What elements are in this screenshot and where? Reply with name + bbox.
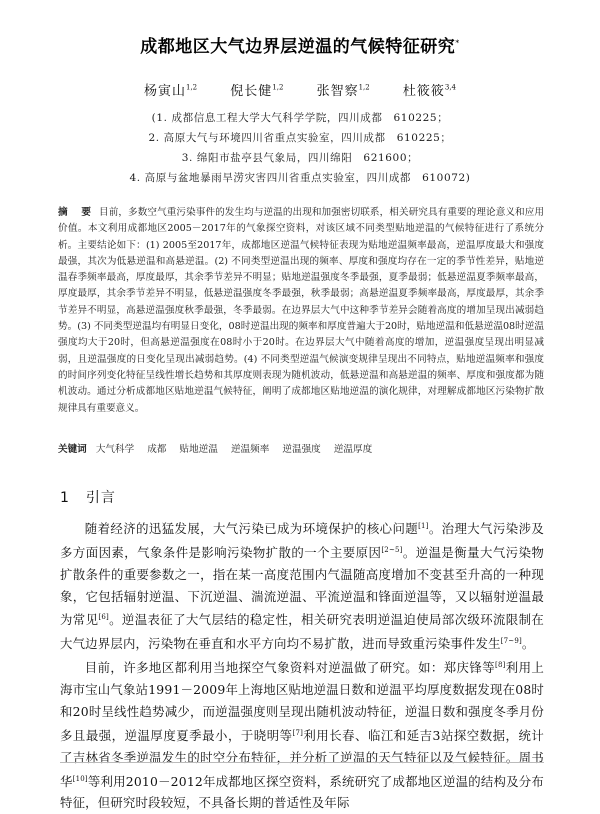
keyword: 贴地逆温 [179,444,218,455]
abstract [58,205,544,417]
affiliation-line: (1. 成都信息工程大学大气科学学院，四川成都 610225； [151,112,449,124]
keyword: 逆温厚度 [333,444,373,455]
citation: [10] [72,774,88,783]
citation: [8] [495,661,506,670]
keyword: 大气科学 [95,444,135,455]
body-text [60,516,544,814]
affiliation-line: 4. 高原与盆地暴雨旱涝灾害四川省重点实验室，四川成都 610072) [129,172,471,184]
paper-title [0,32,600,57]
affiliation-line: 2. 高原大气与环境四川省重点实验室，四川成都 610225； [148,132,452,144]
keywords [58,441,544,455]
citation: [1] [418,522,429,530]
author: 杨寅山$^{1,2}$ [143,83,198,99]
section-title: 引言 [85,490,116,506]
author: 倪长健$^{1,2}$ [230,83,284,99]
author-list [0,80,600,99]
section-heading [60,487,116,507]
paragraph: 目前，许多地区都利用当地探空气象资料对逆温做了研究。如：郑庆锋等[8]利用上海市宝山气象站1991－2009年上海地区贴地逆温日数和逆温平均厚度数据发现在08时和20时呈线性趋势减少，而逆温强度则呈现出随机波动特征，逆温日数和强度冬季月份多且最强，逆温厚度夏季最小，于晓明等[7]利用长春、临江和延吉3站探空数据，统计了吉林省冬季逆温发生的时空分布特征，并分析了逆温的天气特征以及气候特征。周书华[10]等利用2010－2012年成都地区探空资料，系统研究了成都地区逆温的结构及分布特征，但研究时段较短，不具备长期的普适性及年际 [60,660,544,811]
keyword: 成都 [147,444,167,455]
abstract-text: 目前，多数空气重污染事件的发生均与逆温的出现和加强密切联系，相关研究具有重要的理论意义和应用价值。本文利用成都地区2005－2017年的气象探空资料，对该区域不同类型贴地逆温的气候特征进行了系统分析。主要结论如下：(1) 2005至2017年，成都地区逆温气候特征表现为贴地逆温频率最高，逆温厚度最大和强度最强，其次为低悬逆温和高悬逆温。(2) 不同类型逆温出现的频率、厚度和强度均存在一定的季节性差异，贴地逆温春季频率最高，厚度最厚，其余季节差异不明显；贴地逆温强度冬季最强，夏季最弱；低悬逆温夏季频率最高，厚度最厚，其余季节差异不明显，低悬逆温强度冬季最强，秋季最弱；高悬逆温夏季频率最高，厚度最厚，其余季节差异不明显，高悬逆温强度秋季最强，冬季最弱。在边界层大气中这种季节差异会随着高度的增加呈现出减弱趋势。(3) 不同类型逆温均有明显日变化，08时逆温出现的频率和厚度普遍大于20时，贴地逆温和低悬逆温08时逆温强度均大于20时，但高悬逆温强度在08时小于20时。在边界层大气中随着高度的增加，逆温强度呈现出明显减弱，且逆温强度的日变化呈现出减弱趋势。(4) 不同类型逆温气候演变规律呈现出不同特点，贴地逆温频率和强度的时间序列变化特征呈线性增长趋势和其厚度则表现为随机波动，低悬逆温和高悬逆温的频率、厚度和强度都为随机波动。通过分析成都地区贴地逆温气候特征，阐明了成都地区贴地逆温的演化规律，对理解成都地区污染物扩散规律具有重要意义。 [58,207,545,414]
title-footnote-mark: * [455,38,460,48]
citation: [2~5] [381,545,403,554]
section-number: 1 [60,490,70,506]
keyword: 逆温频率 [230,444,270,455]
footer-divider [60,762,544,763]
citation: [7] [292,728,304,737]
keyword: 逆温强度 [282,444,321,455]
author: 张智察$^{1,2}$ [316,83,370,99]
citation: [6] [98,613,109,622]
citation: [7~9] [500,637,522,646]
title-text: 成都地区大气边界层逆温的气候特征研究 [140,37,456,57]
paragraph: 随着经济的迅猛发展，大气污染已成为环境保护的核心问题[1]。治理大气污染涉及多方面因素，气象条件是影响污染物扩散的一个主要原因[2~5]。逆温是衡量大气污染物扩散条件的重要参数之一，指在某一高度范围内气温随高度增加不变甚至升高的一种现象，它包括辐射逆温、下沉逆温、湍流逆温、平流逆温和锋面逆温等，又以辐射逆温最为常见[6]。逆温表征了大气层结的稳定性，相关研究表明逆温迫使局部次级环流限制在大气边界层内，污染物在垂直和水平方向均不易扩散，进而导致重污染事件发生[7~9]。 [60,521,545,652]
abstract-label: 摘 要 [58,207,94,218]
affiliation-line: 3. 绵阳市盐亭县气象局，四川绵阳 621600； [181,152,419,164]
keywords-label: 关键词 [58,444,87,455]
author: 杜筱筱$^{3,4}$ [402,83,457,99]
